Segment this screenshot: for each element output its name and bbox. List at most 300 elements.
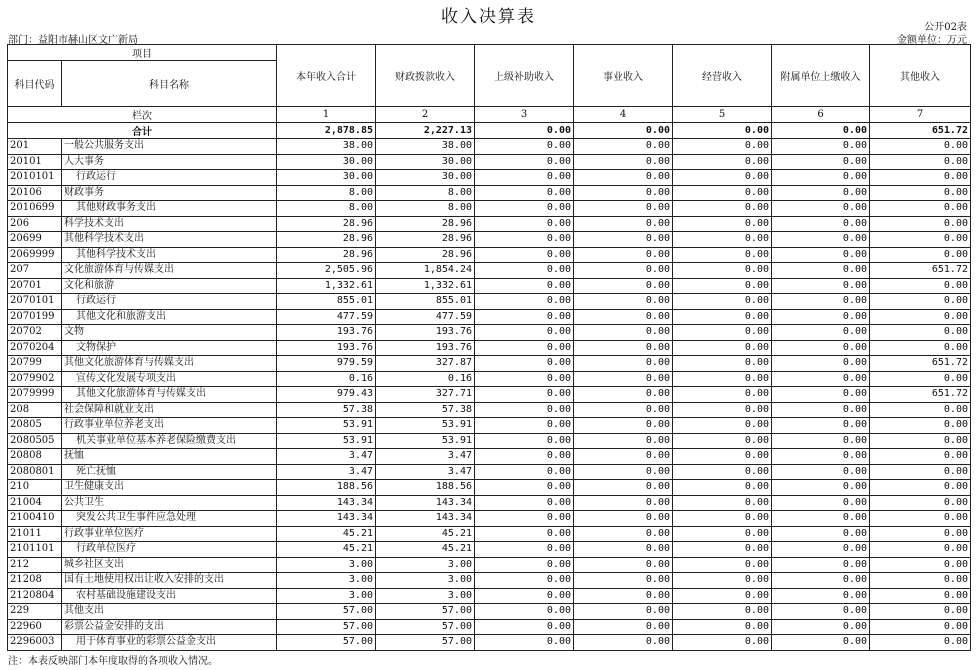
amount-cell: 0.00	[772, 294, 870, 310]
amount-cell: 0.00	[673, 340, 772, 356]
amount-cell: 57.00	[376, 604, 475, 620]
amount-cell: 0.00	[475, 495, 574, 511]
amount-cell: 28.96	[376, 247, 475, 263]
amount-cell: 0.00	[870, 495, 971, 511]
amount-cell: 0.00	[772, 449, 870, 465]
subject-name: 其他文化和旅游支出	[62, 309, 277, 325]
amount-cell: 0.00	[772, 433, 870, 449]
subject-name: 公共卫生	[62, 495, 277, 511]
column-number: 4	[574, 107, 673, 123]
amount-cell: 0.00	[574, 542, 673, 558]
amount-cell: 979.43	[277, 387, 376, 403]
amount-cell: 0.00	[772, 573, 870, 589]
amount-cell: 0.00	[475, 418, 574, 434]
subject-code: 22960	[8, 619, 62, 635]
amount-cell: 0.00	[772, 480, 870, 496]
col-header: 事业收入	[574, 45, 673, 107]
amount-cell: 0.00	[475, 278, 574, 294]
amount-cell: 0.00	[772, 418, 870, 434]
amount-cell: 979.59	[277, 356, 376, 372]
amount-cell: 651.72	[870, 387, 971, 403]
amount-cell: 188.56	[277, 480, 376, 496]
amount-cell: 0.00	[772, 635, 870, 651]
amount-cell: 45.21	[376, 542, 475, 558]
amount-cell: 0.00	[673, 449, 772, 465]
amount-cell: 57.00	[376, 619, 475, 635]
amount-cell: 0.00	[475, 139, 574, 155]
column-number: 6	[772, 107, 870, 123]
amount-cell: 327.71	[376, 387, 475, 403]
column-number: 5	[673, 107, 772, 123]
amount-cell: 0.00	[772, 371, 870, 387]
amount-cell: 0.00	[772, 325, 870, 341]
amount-cell: 8.00	[376, 185, 475, 201]
table-row	[8, 449, 971, 465]
col-header: 上级补助收入	[475, 45, 574, 107]
amount-cell: 0.00	[870, 511, 971, 527]
column-number: 1	[277, 107, 376, 123]
col-header: 其他收入	[870, 45, 971, 107]
table-row	[8, 325, 971, 341]
subject-code: 2069999	[8, 247, 62, 263]
amount-cell: 0.00	[870, 340, 971, 356]
amount-cell: 0.00	[772, 619, 870, 635]
subject-name: 其他科学技术支出	[62, 232, 277, 248]
table-row	[8, 387, 971, 403]
amount-cell: 0.00	[673, 464, 772, 480]
amount-cell: 0.00	[574, 309, 673, 325]
subject-code: 2296003	[8, 635, 62, 651]
amount-cell: 0.00	[574, 325, 673, 341]
amount-cell: 0.00	[772, 402, 870, 418]
subject-name: 文物	[62, 325, 277, 341]
amount-cell: 0.00	[475, 216, 574, 232]
amount-cell: 0.00	[772, 139, 870, 155]
amount-cell: 0.00	[673, 154, 772, 170]
amount-cell: 0.00	[673, 495, 772, 511]
amount-cell: 28.96	[376, 232, 475, 248]
amount-cell: 0.00	[772, 309, 870, 325]
amount-cell: 0.00	[574, 526, 673, 542]
amount-cell: 0.00	[870, 542, 971, 558]
amount-cell: 0.00	[772, 185, 870, 201]
amount-cell: 0.00	[673, 635, 772, 651]
subject-name: 农村基础设施建设支出	[62, 588, 277, 604]
subject-code: 2100410	[8, 511, 62, 527]
table-row	[8, 557, 971, 573]
amount-cell: 193.76	[376, 340, 475, 356]
amount-cell: 3.47	[376, 464, 475, 480]
amount-cell: 0.00	[574, 294, 673, 310]
subject-code: 229	[8, 604, 62, 620]
table-row	[8, 247, 971, 263]
subject-code: 2120804	[8, 588, 62, 604]
total-value: 2,878.85	[277, 123, 376, 139]
amount-cell: 0.00	[673, 371, 772, 387]
amount-cell: 0.00	[673, 170, 772, 186]
subject-code: 20699	[8, 232, 62, 248]
amount-cell: 0.00	[574, 278, 673, 294]
table-row	[8, 154, 971, 170]
subject-name: 文物保护	[62, 340, 277, 356]
amount-cell: 327.87	[376, 356, 475, 372]
table-row	[8, 356, 971, 372]
col-header: 财政拨款收入	[376, 45, 475, 107]
subject-code: 21208	[8, 573, 62, 589]
amount-cell: 0.00	[574, 511, 673, 527]
amount-cell: 0.00	[673, 216, 772, 232]
amount-cell: 0.00	[870, 139, 971, 155]
amount-cell: 0.00	[475, 294, 574, 310]
total-value: 0.00	[475, 123, 574, 139]
name-header: 科目名称	[62, 61, 277, 107]
table-note: 注：本表反映部门本年度取得的各项收入情况。	[8, 656, 218, 667]
table-body	[8, 139, 971, 651]
amount-cell: 30.00	[376, 154, 475, 170]
subject-code: 20808	[8, 449, 62, 465]
table-row	[8, 464, 971, 480]
subject-code: 208	[8, 402, 62, 418]
amount-cell: 3.00	[376, 573, 475, 589]
amount-cell: 0.00	[870, 170, 971, 186]
amount-cell: 0.00	[772, 542, 870, 558]
amount-cell: 0.00	[574, 356, 673, 372]
table-row	[8, 635, 971, 651]
amount-cell: 0.00	[574, 154, 673, 170]
amount-cell: 0.00	[475, 154, 574, 170]
amount-cell: 0.00	[475, 201, 574, 217]
amount-cell: 477.59	[277, 309, 376, 325]
amount-cell: 0.00	[475, 449, 574, 465]
amount-cell: 0.00	[772, 495, 870, 511]
table-row	[8, 170, 971, 186]
subject-code: 20701	[8, 278, 62, 294]
subject-code: 210	[8, 480, 62, 496]
amount-cell: 0.00	[870, 635, 971, 651]
amount-cell: 0.00	[574, 588, 673, 604]
subject-name: 一般公共服务支出	[62, 139, 277, 155]
amount-cell: 8.00	[277, 185, 376, 201]
amount-cell: 53.91	[277, 433, 376, 449]
form-number: 公开02表	[924, 22, 967, 33]
subject-name: 用于体育事业的彩票公益金支出	[62, 635, 277, 651]
amount-cell: 0.00	[772, 201, 870, 217]
amount-cell: 3.00	[277, 588, 376, 604]
amount-cell: 0.00	[870, 604, 971, 620]
amount-cell: 30.00	[277, 170, 376, 186]
amount-cell: 0.00	[673, 433, 772, 449]
table-row	[8, 278, 971, 294]
amount-cell: 0.00	[574, 604, 673, 620]
amount-cell: 0.00	[574, 433, 673, 449]
amount-cell: 193.76	[277, 340, 376, 356]
amount-cell: 0.00	[870, 154, 971, 170]
subject-name: 城乡社区支出	[62, 557, 277, 573]
amount-cell: 143.34	[277, 511, 376, 527]
subject-code: 2079902	[8, 371, 62, 387]
amount-cell: 0.00	[574, 139, 673, 155]
amount-cell: 0.00	[475, 573, 574, 589]
subject-code: 20106	[8, 185, 62, 201]
amount-cell: 0.00	[475, 356, 574, 372]
subject-code: 212	[8, 557, 62, 573]
amount-cell: 0.00	[673, 511, 772, 527]
project-header: 项目	[8, 45, 277, 61]
amount-cell: 0.00	[870, 418, 971, 434]
col-header: 经营收入	[673, 45, 772, 107]
subject-code: 2101101	[8, 542, 62, 558]
subject-name: 行政事业单位医疗	[62, 526, 277, 542]
total-value: 0.00	[673, 123, 772, 139]
amount-cell: 30.00	[277, 154, 376, 170]
amount-cell: 0.00	[574, 619, 673, 635]
column-number: 2	[376, 107, 475, 123]
amount-cell: 0.00	[772, 247, 870, 263]
amount-cell: 0.00	[870, 619, 971, 635]
amount-cell: 0.00	[673, 526, 772, 542]
amount-cell: 0.00	[673, 278, 772, 294]
table-row	[8, 294, 971, 310]
amount-cell: 0.00	[574, 635, 673, 651]
amount-unit: 金额单位：万元	[897, 35, 967, 46]
amount-cell: 0.00	[574, 464, 673, 480]
amount-cell: 1,854.24	[376, 263, 475, 279]
amount-cell: 0.00	[574, 573, 673, 589]
subject-name: 其他支出	[62, 604, 277, 620]
amount-cell: 0.00	[475, 402, 574, 418]
amount-cell: 3.47	[277, 464, 376, 480]
subject-code: 2010699	[8, 201, 62, 217]
amount-cell: 3.00	[376, 588, 475, 604]
amount-cell: 0.00	[870, 371, 971, 387]
amount-cell: 0.00	[772, 511, 870, 527]
subject-name: 死亡抚恤	[62, 464, 277, 480]
amount-cell: 45.21	[376, 526, 475, 542]
amount-cell: 0.00	[475, 588, 574, 604]
amount-cell: 2,505.96	[277, 263, 376, 279]
amount-cell: 0.00	[475, 480, 574, 496]
amount-cell: 0.00	[574, 449, 673, 465]
amount-cell: 0.00	[870, 294, 971, 310]
amount-cell: 0.00	[673, 263, 772, 279]
amount-cell: 45.21	[277, 526, 376, 542]
amount-cell: 30.00	[376, 170, 475, 186]
amount-cell: 0.00	[574, 201, 673, 217]
amount-cell: 28.96	[277, 247, 376, 263]
amount-cell: 0.00	[772, 356, 870, 372]
table-row	[8, 604, 971, 620]
table-row	[8, 185, 971, 201]
department-label: 部门：益阳市赫山区文广新局	[8, 35, 138, 46]
table-row	[8, 619, 971, 635]
amount-cell: 53.91	[376, 433, 475, 449]
amount-cell: 0.00	[673, 402, 772, 418]
amount-cell: 651.72	[870, 263, 971, 279]
subject-code: 2080505	[8, 433, 62, 449]
subject-code: 207	[8, 263, 62, 279]
col-header: 附属单位上缴收入	[772, 45, 870, 107]
amount-cell: 8.00	[376, 201, 475, 217]
row-number-label: 栏次	[8, 107, 277, 123]
total-value: 0.00	[574, 123, 673, 139]
amount-cell: 0.00	[870, 433, 971, 449]
amount-cell: 0.00	[475, 232, 574, 248]
amount-cell: 0.00	[475, 325, 574, 341]
amount-cell: 0.00	[673, 480, 772, 496]
amount-cell: 0.00	[574, 402, 673, 418]
amount-cell: 0.00	[475, 433, 574, 449]
amount-cell: 0.00	[574, 340, 673, 356]
amount-cell: 0.00	[673, 542, 772, 558]
table-row	[8, 480, 971, 496]
table-row	[8, 263, 971, 279]
amount-cell: 0.00	[475, 170, 574, 186]
amount-cell: 0.00	[475, 542, 574, 558]
table-row	[8, 526, 971, 542]
amount-cell: 3.47	[376, 449, 475, 465]
amount-cell: 0.00	[673, 294, 772, 310]
amount-cell: 0.00	[574, 263, 673, 279]
table-row	[8, 309, 971, 325]
subject-name: 其他文化旅游体育与传媒支出	[62, 356, 277, 372]
subject-name: 其他文化旅游体育与传媒支出	[62, 387, 277, 403]
amount-cell: 0.00	[673, 309, 772, 325]
amount-cell: 0.00	[574, 247, 673, 263]
amount-cell: 53.91	[277, 418, 376, 434]
subject-name: 文化旅游体育与传媒支出	[62, 263, 277, 279]
amount-cell: 28.96	[277, 232, 376, 248]
subject-code: 2080801	[8, 464, 62, 480]
subject-name: 国有土地使用权出让收入安排的支出	[62, 573, 277, 589]
total-row	[8, 123, 971, 139]
amount-cell: 0.00	[673, 139, 772, 155]
code-header: 科目代码	[8, 61, 62, 107]
table-row	[8, 139, 971, 155]
amount-cell: 0.00	[574, 495, 673, 511]
amount-cell: 0.00	[870, 588, 971, 604]
amount-cell: 0.00	[475, 557, 574, 573]
amount-cell: 193.76	[277, 325, 376, 341]
amount-cell: 0.00	[870, 402, 971, 418]
amount-cell: 0.00	[772, 387, 870, 403]
page-title: 收入决算表	[441, 7, 536, 27]
amount-cell: 38.00	[376, 139, 475, 155]
amount-cell: 0.00	[574, 216, 673, 232]
amount-cell: 477.59	[376, 309, 475, 325]
amount-cell: 0.00	[772, 263, 870, 279]
amount-cell: 57.00	[277, 635, 376, 651]
total-value: 651.72	[870, 123, 971, 139]
amount-cell: 8.00	[277, 201, 376, 217]
amount-cell: 0.00	[475, 185, 574, 201]
amount-cell: 0.00	[870, 557, 971, 573]
table-row	[8, 511, 971, 527]
amount-cell: 0.00	[475, 387, 574, 403]
amount-cell: 57.38	[277, 402, 376, 418]
amount-cell: 0.00	[574, 185, 673, 201]
amount-cell: 855.01	[277, 294, 376, 310]
amount-cell: 57.38	[376, 402, 475, 418]
amount-cell: 0.00	[673, 325, 772, 341]
amount-cell: 45.21	[277, 542, 376, 558]
amount-cell: 0.00	[870, 278, 971, 294]
subject-code: 2010101	[8, 170, 62, 186]
amount-cell: 0.00	[870, 526, 971, 542]
amount-cell: 188.56	[376, 480, 475, 496]
amount-cell: 143.34	[376, 511, 475, 527]
subject-name: 机关事业单位基本养老保险缴费支出	[62, 433, 277, 449]
amount-cell: 1,332.61	[277, 278, 376, 294]
amount-cell: 0.00	[574, 387, 673, 403]
amount-cell: 0.00	[870, 201, 971, 217]
amount-cell: 1,332.61	[376, 278, 475, 294]
amount-cell: 28.96	[376, 216, 475, 232]
subject-name: 突发公共卫生事件应急处理	[62, 511, 277, 527]
amount-cell: 0.00	[673, 232, 772, 248]
subject-name: 文化和旅游	[62, 278, 277, 294]
subject-code: 2070101	[8, 294, 62, 310]
subject-code: 21011	[8, 526, 62, 542]
table-row	[8, 402, 971, 418]
amount-cell: 0.16	[277, 371, 376, 387]
subject-code: 2070204	[8, 340, 62, 356]
subject-code: 20101	[8, 154, 62, 170]
amount-cell: 0.00	[475, 340, 574, 356]
amount-cell: 0.00	[475, 635, 574, 651]
table-row	[8, 433, 971, 449]
column-number: 7	[870, 107, 971, 123]
subject-name: 行政运行	[62, 170, 277, 186]
table-row	[8, 495, 971, 511]
subject-code: 206	[8, 216, 62, 232]
amount-cell: 0.00	[475, 604, 574, 620]
amount-cell: 0.00	[870, 325, 971, 341]
amount-cell: 0.00	[673, 418, 772, 434]
subject-name: 行政事业单位养老支出	[62, 418, 277, 434]
amount-cell: 0.00	[870, 247, 971, 263]
amount-cell: 0.00	[673, 185, 772, 201]
amount-cell: 0.00	[772, 278, 870, 294]
amount-cell: 0.00	[870, 480, 971, 496]
amount-cell: 0.00	[673, 588, 772, 604]
amount-cell: 0.00	[772, 526, 870, 542]
subject-name: 彩票公益金安排的支出	[62, 619, 277, 635]
subject-name: 卫生健康支出	[62, 480, 277, 496]
table-row	[8, 542, 971, 558]
amount-cell: 0.00	[475, 263, 574, 279]
amount-cell: 0.00	[772, 232, 870, 248]
amount-cell: 3.00	[376, 557, 475, 573]
table-row	[8, 340, 971, 356]
subject-code: 2070199	[8, 309, 62, 325]
amount-cell: 0.00	[475, 247, 574, 263]
amount-cell: 0.16	[376, 371, 475, 387]
amount-cell: 143.34	[376, 495, 475, 511]
total-value: 0.00	[772, 123, 870, 139]
amount-cell: 0.00	[772, 340, 870, 356]
amount-cell: 57.00	[277, 604, 376, 620]
subject-name: 其他财政事务支出	[62, 201, 277, 217]
amount-cell: 38.00	[277, 139, 376, 155]
amount-cell: 0.00	[673, 619, 772, 635]
total-value: 2,227.13	[376, 123, 475, 139]
table-row	[8, 201, 971, 217]
amount-cell: 0.00	[475, 619, 574, 635]
amount-cell: 0.00	[673, 356, 772, 372]
amount-cell: 0.00	[673, 573, 772, 589]
amount-cell: 0.00	[870, 464, 971, 480]
col-header: 本年收入合计	[277, 45, 376, 107]
